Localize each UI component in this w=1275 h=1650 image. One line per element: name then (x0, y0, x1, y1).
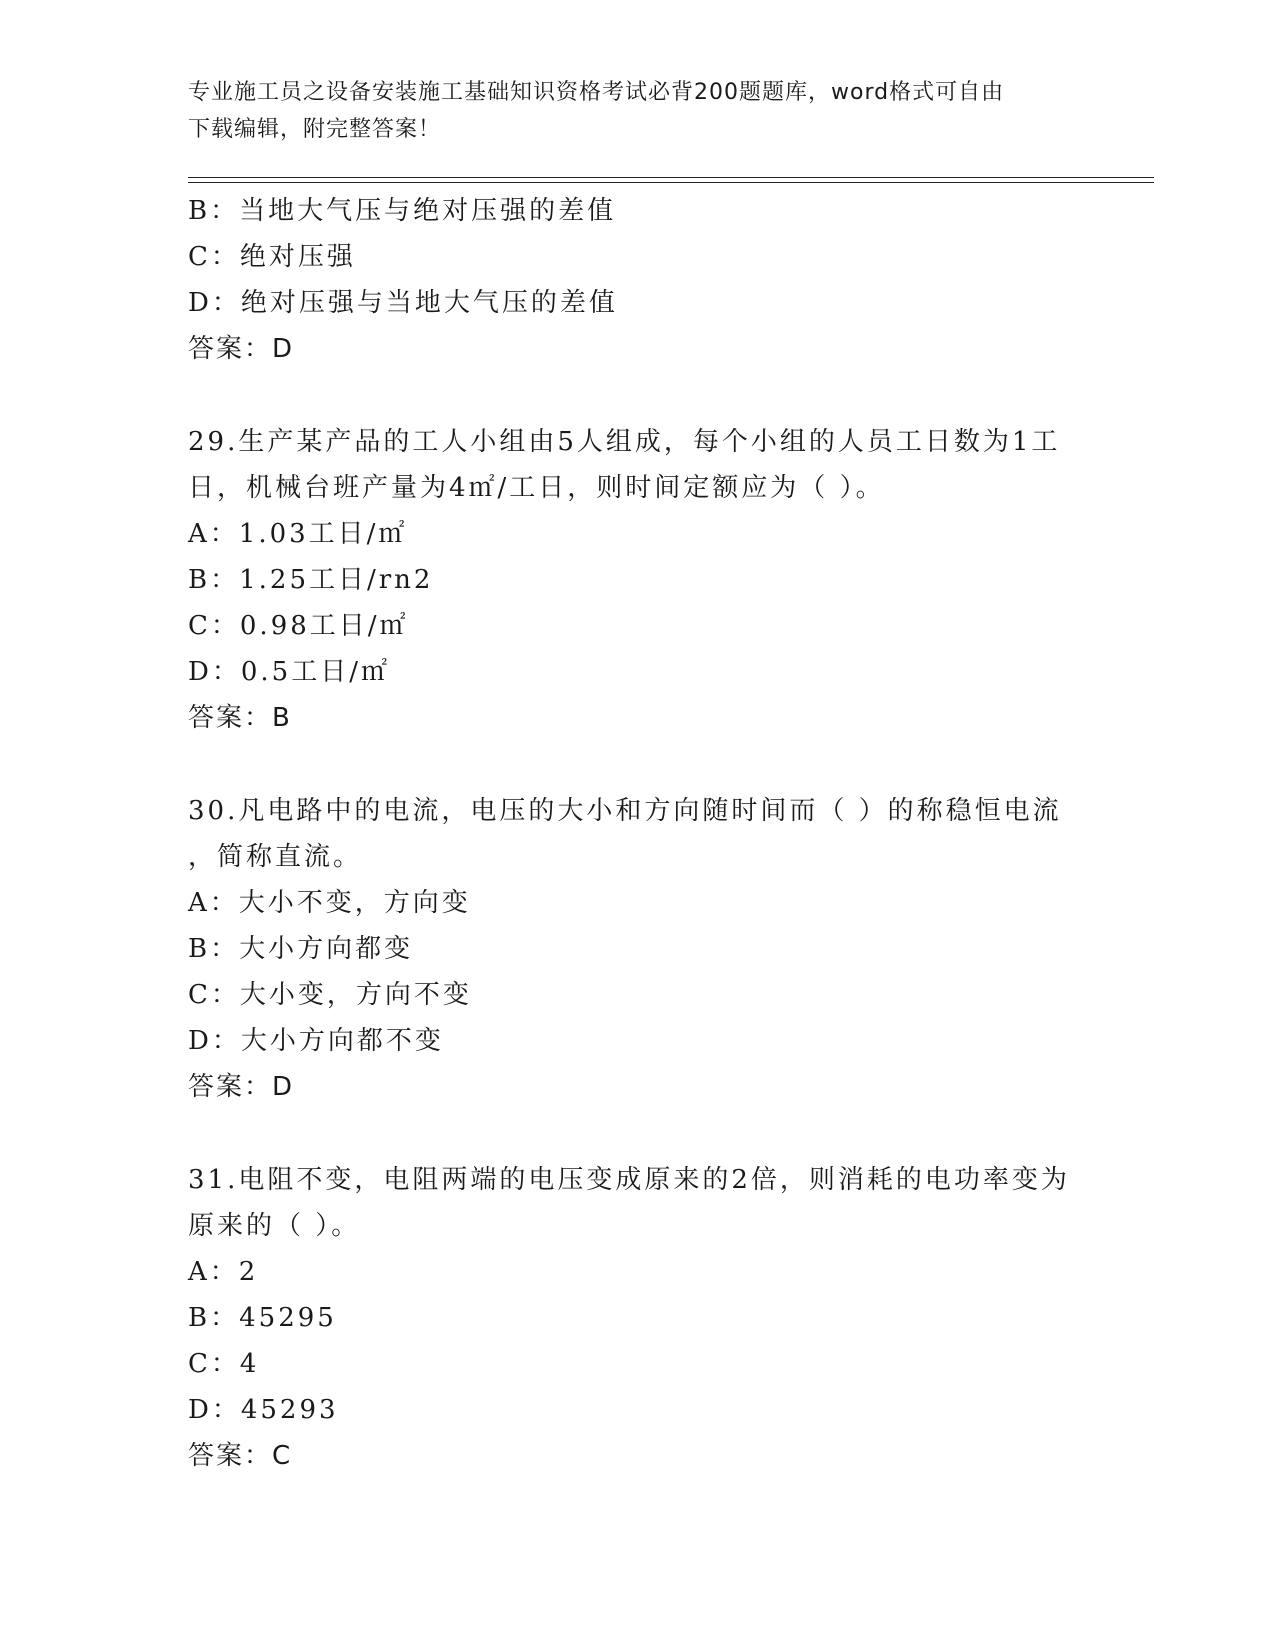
answer-line: 答案：D (188, 334, 295, 364)
question-29 (188, 419, 1088, 741)
option-b: B：45295 (188, 1303, 337, 1333)
option-d: D：45293 (188, 1395, 339, 1425)
header-divider-top (188, 177, 1154, 178)
option-a: A：大小不变，方向变 (188, 888, 471, 918)
header-line-2: 下载编辑，附完整答案！ (188, 117, 442, 142)
option-a: A：2 (188, 1257, 259, 1287)
option-c: C：0.98工日/㎡ (188, 611, 409, 641)
question-30 (188, 788, 1088, 1110)
option-a: A：1.03工日/㎡ (188, 519, 408, 549)
option-c: C：大小变，方向不变 (188, 980, 472, 1010)
header-line-1: 专业施工员之设备安装施工基础知识资格考试必背200题题库，word格式可自由 (188, 80, 1005, 105)
answer-line: 答案：B (188, 703, 292, 733)
option-b: B：大小方向都变 (188, 934, 414, 964)
question-list (188, 188, 1088, 1479)
option-d: D：大小方向都不变 (188, 1026, 444, 1056)
question-stem-line-1: 29.生产某产品的工人小组由5人组成，每个小组的人员工日数为1工 (188, 427, 1061, 457)
page-header (188, 74, 1088, 148)
question-28-tail (188, 188, 1088, 372)
question-stem (188, 788, 1068, 880)
answer-line: 答案：D (188, 1072, 295, 1102)
option-c: C：4 (188, 1349, 260, 1379)
question-stem-line-2: 原来的（ ）。 (188, 1211, 361, 1241)
header-divider-bottom (188, 182, 1154, 183)
option-b: B：当地大气压与绝对压强的差值 (188, 196, 617, 226)
question-stem-line-1: 30.凡电路中的电流，电压的大小和方向随时间而（ ）的称稳恒电流 (188, 796, 1062, 826)
answer-line: 答案：C (188, 1441, 293, 1471)
option-d: D：0.5工日/㎡ (188, 657, 390, 687)
option-b: B：1.25工日/rn2 (188, 565, 434, 595)
question-stem (188, 1157, 1068, 1249)
question-stem-line-1: 31.电阻不变，电阻两端的电压变成原来的2倍，则消耗的电功率变为 (188, 1165, 1070, 1195)
question-31 (188, 1157, 1088, 1479)
question-stem (188, 419, 1068, 511)
option-c: C：绝对压强 (188, 242, 356, 272)
question-stem-line-2: 日，机械台班产量为4㎡/工日，则时间定额应为（ ）。 (188, 473, 885, 503)
question-stem-line-2: ，简称直流。 (188, 842, 363, 872)
option-d: D：绝对压强与当地大气压的差值 (188, 288, 618, 318)
